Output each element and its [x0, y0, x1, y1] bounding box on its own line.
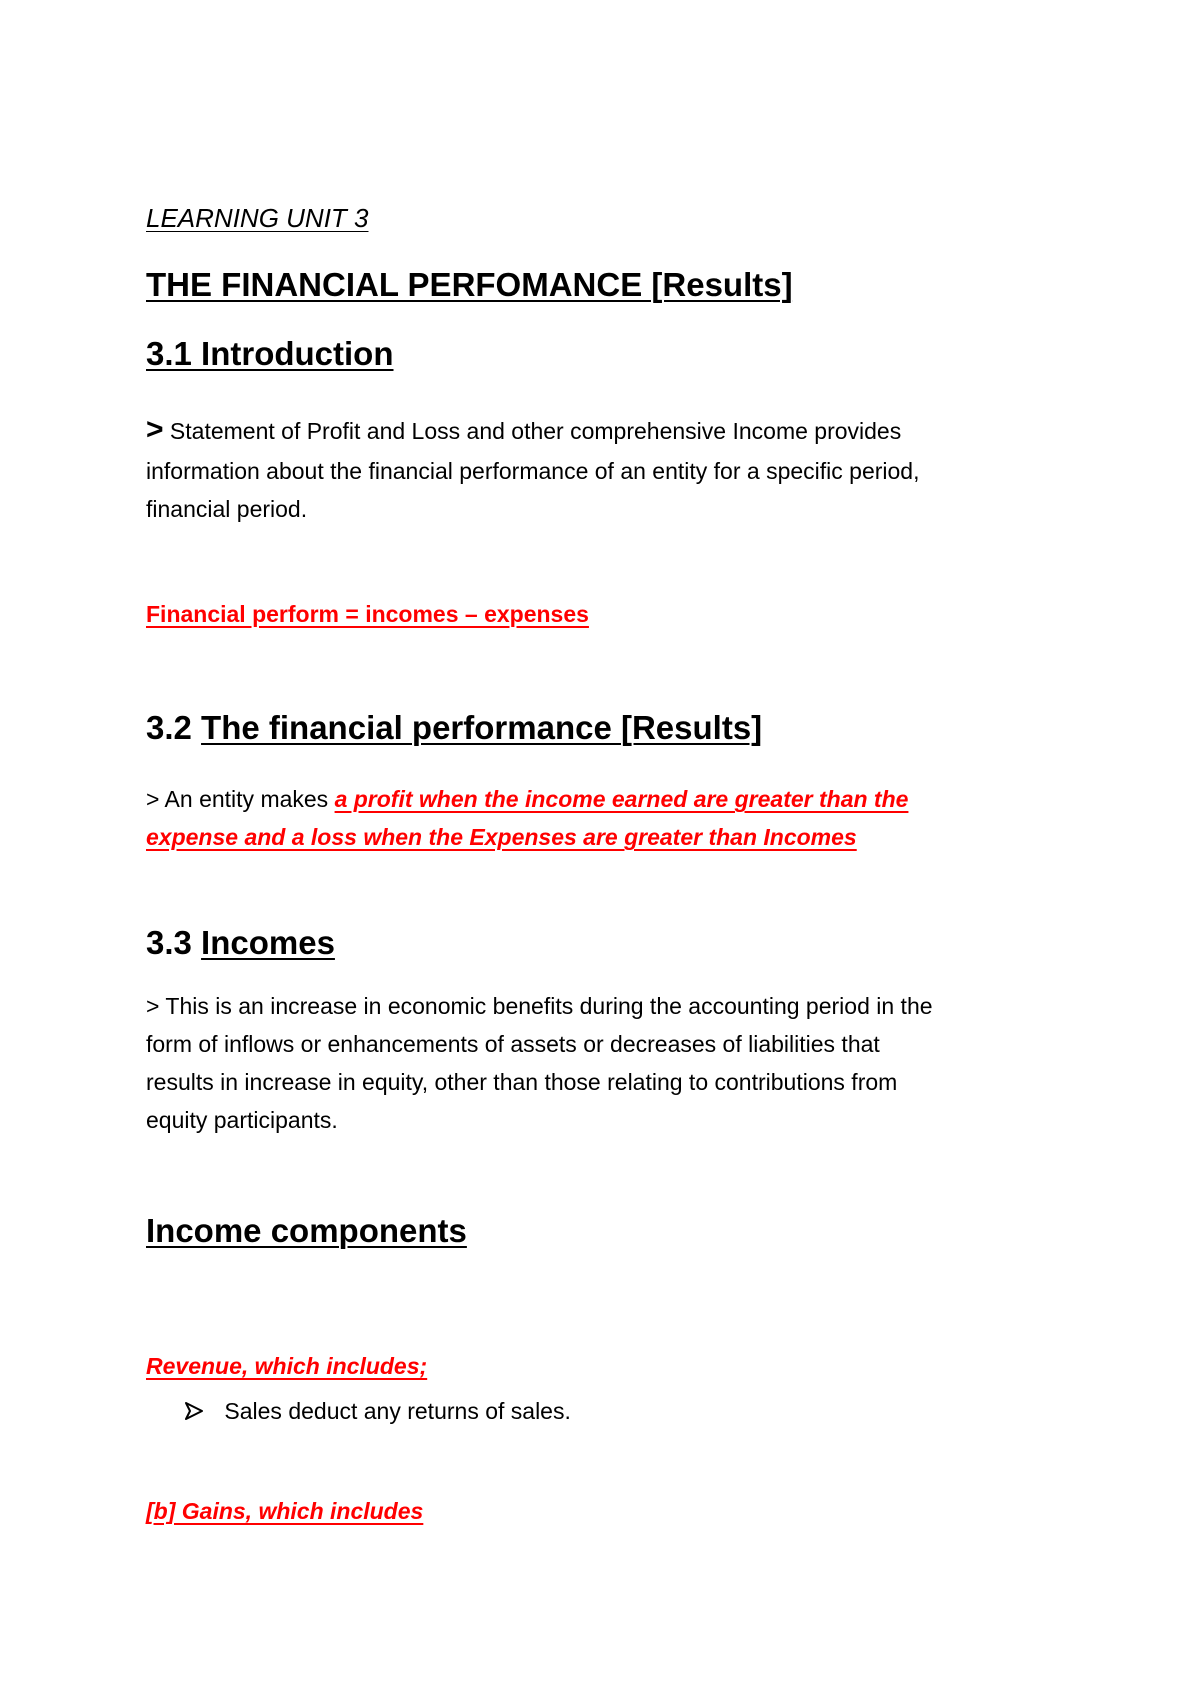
section-3-3-line-2: form of inflows or enhancements of assets or decreases of liabilities that — [146, 1031, 880, 1057]
section-3-1-heading: 3.1 Introduction — [146, 335, 394, 372]
section-3-2-line-1 — [146, 780, 908, 818]
section-title: The financial performance [Results] — [201, 709, 763, 746]
section-3-2-heading — [146, 709, 762, 747]
financial-performance-formula: Financial perform = incomes – expenses — [146, 601, 589, 627]
section-3-1-paragraph-line-2: information about the financial performance of an entity for a specific period, — [146, 458, 920, 484]
gains-label: [b] Gains, which includes — [146, 1498, 424, 1524]
section-3-3-line-3: results in increase in equity, other than those relating to contributions from — [146, 1069, 898, 1095]
arrow-marker: > — [146, 413, 164, 446]
section-3-3-line-4: equity participants. — [146, 1107, 338, 1133]
page-title: THE FINANCIAL PERFOMANCE [Results] — [146, 266, 793, 303]
paragraph-text: Statement of Profit and Loss and other comprehensive Income provides — [169, 418, 902, 444]
section-number: 3.3 — [146, 924, 192, 961]
lead-text: > An entity makes — [146, 786, 335, 812]
revenue-item-text: Sales deduct any returns of sales. — [224, 1398, 571, 1424]
section-title: Incomes — [201, 924, 335, 961]
emphasis-text: a profit when the income earned are greater than the — [334, 786, 909, 812]
revenue-item — [184, 1398, 571, 1425]
section-3-1-paragraph-line-3: financial period. — [146, 496, 308, 522]
arrow-bullet-icon — [184, 1399, 218, 1425]
section-number: 3.2 — [146, 709, 192, 746]
section-3-3-heading — [146, 924, 335, 962]
section-3-2-line-2: expense and a loss when the Expenses are greater than Incomes — [146, 824, 857, 850]
learning-unit-label: LEARNING UNIT 3 — [146, 203, 369, 233]
section-3-1-paragraph-line-1 — [146, 411, 901, 450]
revenue-label: Revenue, which includes; — [146, 1353, 428, 1379]
income-components-heading: Income components — [146, 1212, 467, 1249]
section-3-3-line-1: > This is an increase in economic benefits during the accounting period in the — [146, 993, 933, 1019]
